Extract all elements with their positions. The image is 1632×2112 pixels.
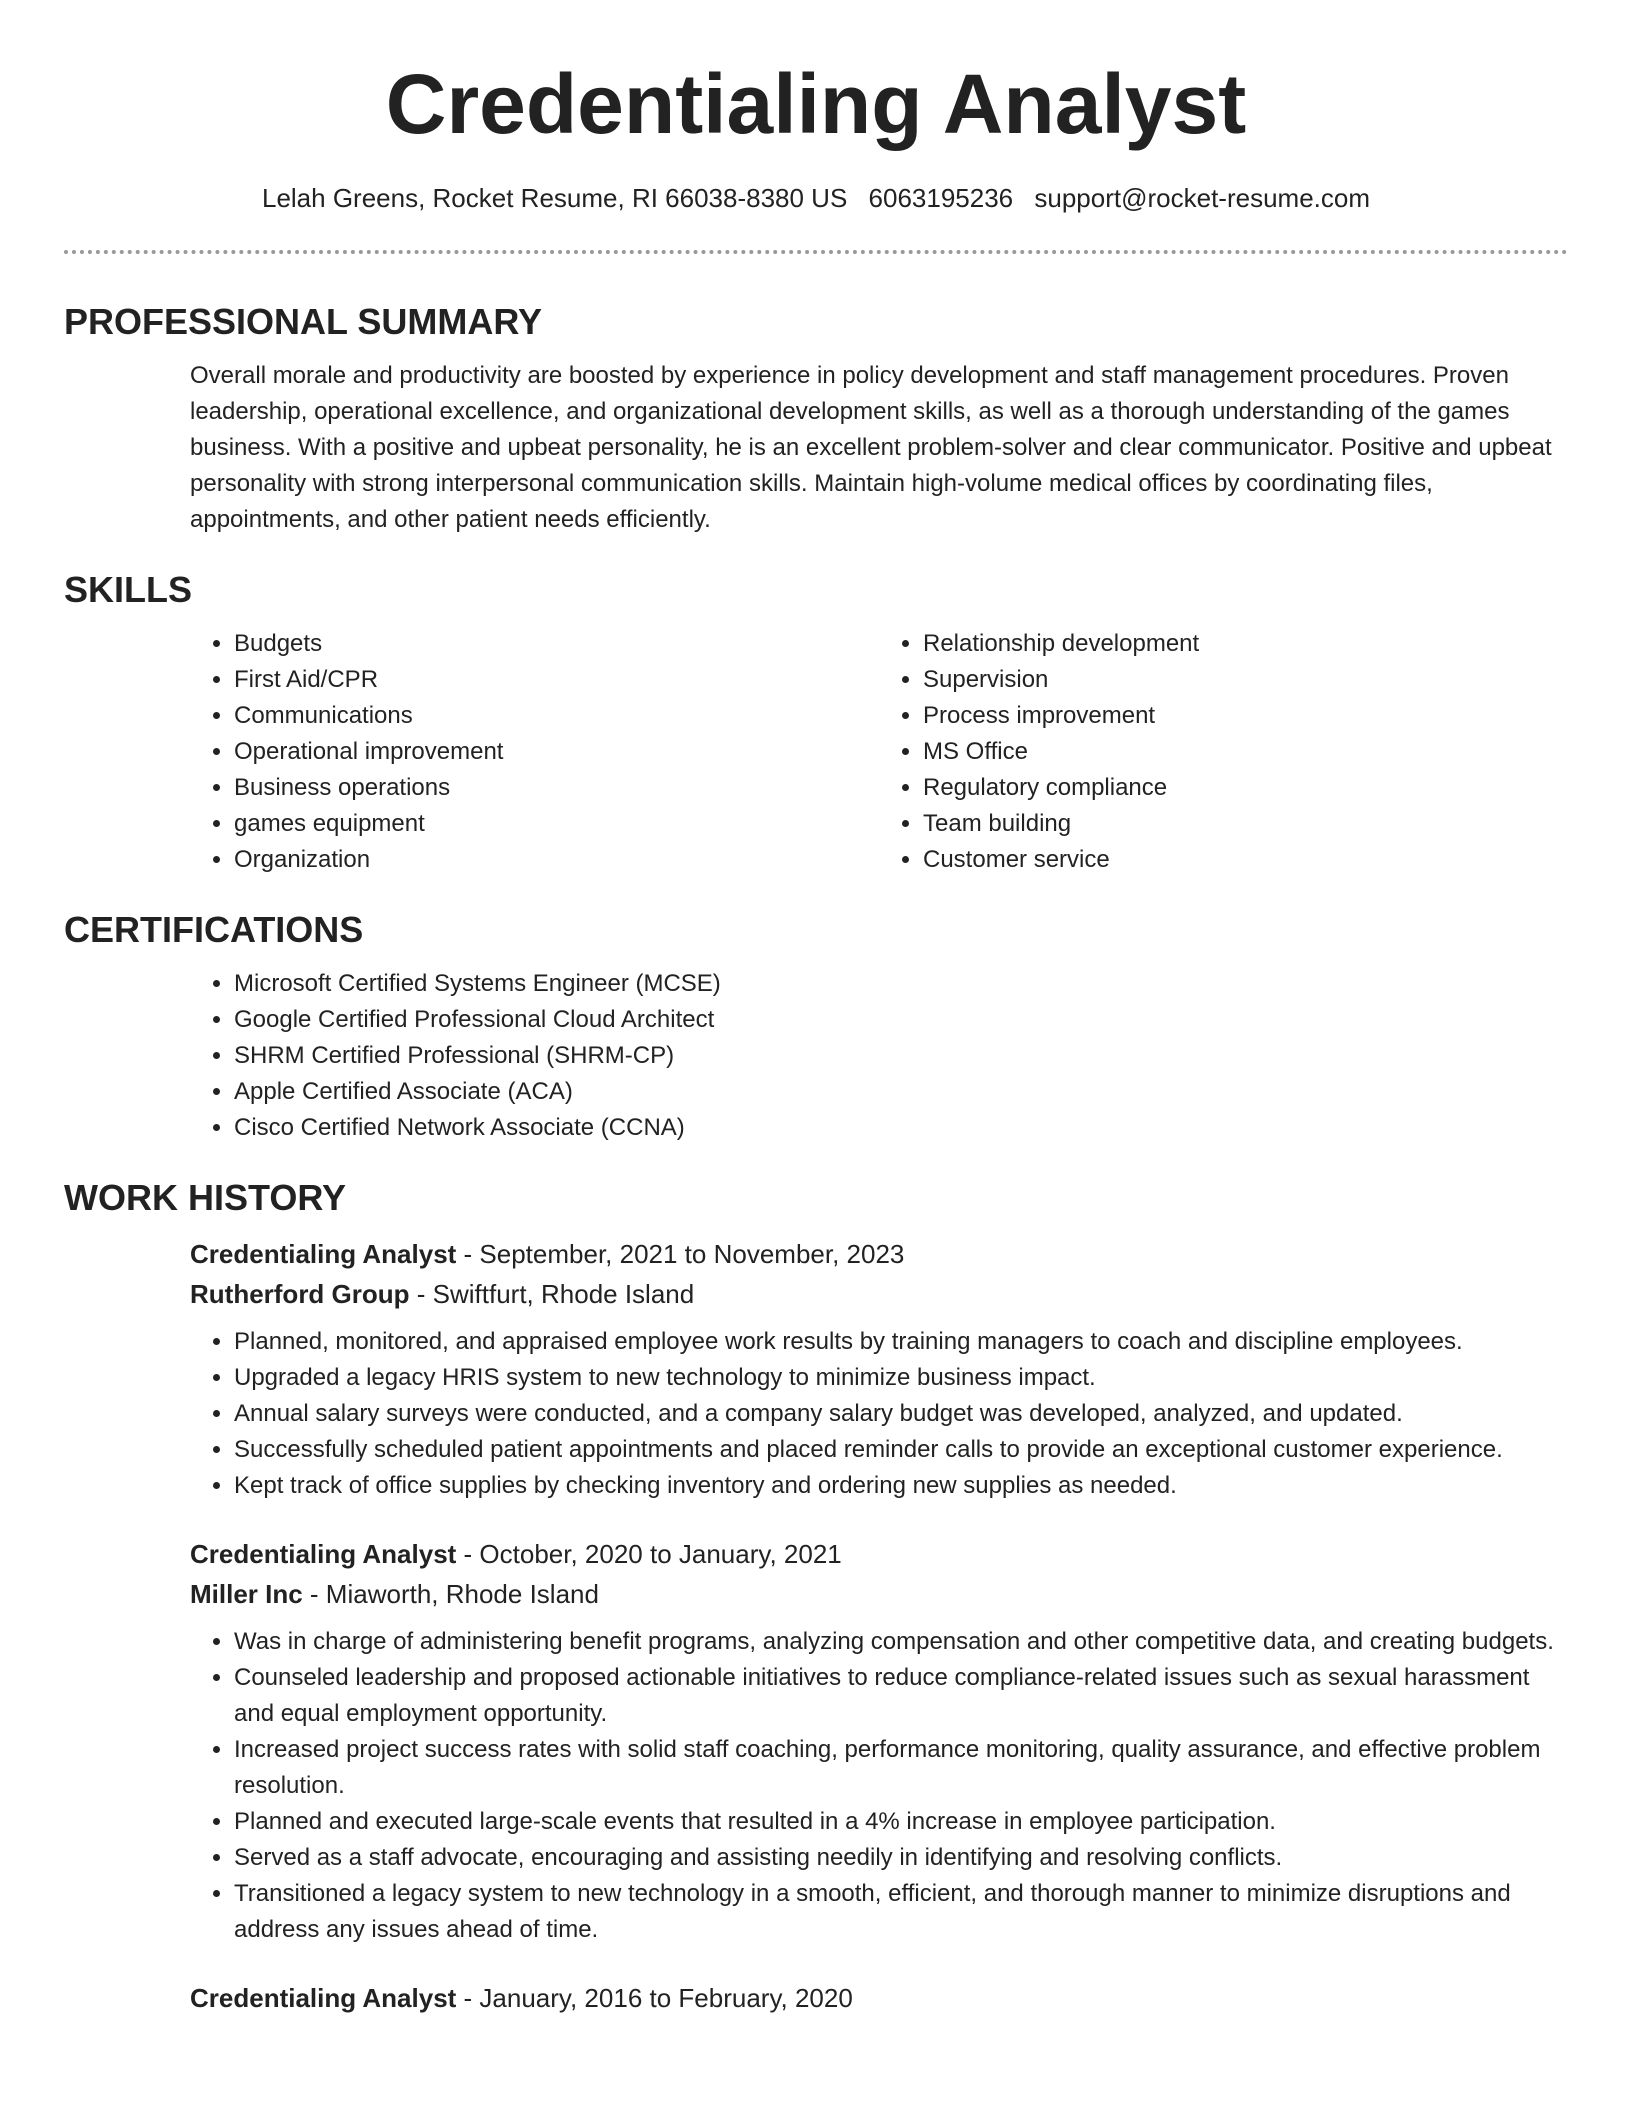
job-entry	[190, 1534, 1568, 1948]
job-bullet: • Was in charge of administering benefit programs, analyzing compensation and other competitive data, and creating budgets.	[234, 1624, 1568, 1660]
job-company-line	[190, 1274, 1568, 1314]
skill-item: • Regulatory compliance	[923, 770, 1568, 806]
skill-item: • Customer service	[923, 842, 1568, 878]
skill-item: • Budgets	[234, 626, 879, 662]
skill-item: • Relationship development	[923, 626, 1568, 662]
job-bullet: • Successfully scheduled patient appointments and placed reminder calls to provide an exceptional customer experience.	[234, 1432, 1568, 1468]
job-bullets	[190, 1324, 1568, 1504]
header-divider	[64, 250, 1568, 254]
work-history-heading: WORK HISTORY	[64, 1177, 347, 1218]
summary-text: Overall morale and productivity are boosted by experience in policy development and staff management procedures. Proven leadership, operational excellence, and organizational development skills, as well as a thorough understanding of the games business. With a positive and upbeat personality, he is an excellent problem-solver and clear communicator. Positive and upbeat personality with strong interpersonal communication skills. Maintain high-volume medical offices by coordinating files, appointments, and other patient needs efficiently.	[190, 362, 1552, 533]
job-company-line	[190, 1574, 1568, 1614]
job-location: - Swiftfurt, Rhode Island	[409, 1279, 695, 1309]
skills-heading: SKILLS	[64, 569, 193, 610]
contact-email: support@rocket-resume.com	[1034, 183, 1371, 213]
certification-item: • Google Certified Professional Cloud Architect	[234, 1002, 1568, 1038]
skill-item: • Supervision	[923, 662, 1568, 698]
skills-list-right	[879, 626, 1568, 878]
skill-item: • First Aid/CPR	[234, 662, 879, 698]
job-bullet: • Upgraded a legacy HRIS system to new technology to minimize business impact.	[234, 1360, 1568, 1396]
contact-line	[0, 180, 1632, 216]
summary-section	[64, 298, 1568, 538]
skill-item: • Process improvement	[923, 698, 1568, 734]
job-bullet: • Planned and executed large-scale events that resulted in a 4% increase in employee participation.	[234, 1804, 1568, 1840]
skill-item: • MS Office	[923, 734, 1568, 770]
skill-item: • games equipment	[234, 806, 879, 842]
skill-item: • Team building	[923, 806, 1568, 842]
summary-heading: PROFESSIONAL SUMMARY	[64, 301, 543, 342]
skill-item: • Organization	[234, 842, 879, 878]
certifications-list	[190, 966, 1568, 1146]
job-title-line	[190, 1234, 1568, 1274]
job-location: - Miaworth, Rhode Island	[302, 1579, 599, 1609]
skill-item: • Communications	[234, 698, 879, 734]
certifications-body	[190, 966, 1568, 1146]
job-dates: - September, 2021 to November, 2023	[456, 1239, 905, 1269]
job-bullet: • Planned, monitored, and appraised employee work results by training managers to coach and discipline employees.	[234, 1324, 1568, 1360]
job-bullet: • Served as a staff advocate, encouraging and assisting needily in identifying and resolving conflicts.	[234, 1840, 1568, 1876]
job-dates: - October, 2020 to January, 2021	[456, 1539, 842, 1569]
skills-section	[64, 566, 1568, 878]
job-entry	[190, 1234, 1568, 1504]
job-company: Rutherford Group	[190, 1279, 410, 1309]
job-title: Credentialing Analyst	[190, 1539, 457, 1569]
contact-address: Lelah Greens, Rocket Resume, RI 66038-8380 US	[261, 183, 848, 213]
work-history-body	[190, 1234, 1568, 2018]
certification-item: • Cisco Certified Network Associate (CCNA)	[234, 1110, 1568, 1146]
job-title-line	[190, 1978, 1568, 2018]
contact-phone: 6063195236	[868, 183, 1014, 213]
resume-content	[64, 298, 1568, 2048]
job-bullet: • Kept track of office supplies by checking inventory and ordering new supplies as needed.	[234, 1468, 1568, 1504]
certifications-heading: CERTIFICATIONS	[64, 909, 364, 950]
skill-item: • Operational improvement	[234, 734, 879, 770]
resume-title: Credentialing Analyst	[385, 57, 1247, 151]
summary-body	[190, 358, 1568, 538]
job-bullets	[190, 1624, 1568, 1948]
job-bullet: • Annual salary surveys were conducted, and a company salary budget was developed, analyzed, and updated.	[234, 1396, 1568, 1432]
job-title-line	[190, 1534, 1568, 1574]
job-title: Credentialing Analyst	[190, 1239, 457, 1269]
certifications-section	[64, 906, 1568, 1146]
job-company: Miller Inc	[190, 1579, 303, 1609]
job-dates: - January, 2016 to February, 2020	[456, 1983, 853, 2013]
certification-item: • SHRM Certified Professional (SHRM-CP)	[234, 1038, 1568, 1074]
certification-item: • Microsoft Certified Systems Engineer (MCSE)	[234, 966, 1568, 1002]
certification-item: • Apple Certified Associate (ACA)	[234, 1074, 1568, 1110]
skills-columns	[190, 626, 1568, 878]
job-bullet: • Transitioned a legacy system to new technology in a smooth, efficient, and thorough manner to minimize disruptions and address any issues ahead of time.	[234, 1876, 1568, 1948]
skill-item: • Business operations	[234, 770, 879, 806]
job-bullet: • Increased project success rates with solid staff coaching, performance monitoring, quality assurance, and effective problem resolution.	[234, 1732, 1568, 1804]
work-history-section	[64, 1174, 1568, 2018]
job-entry	[190, 1978, 1568, 2018]
job-bullet: • Counseled leadership and proposed actionable initiatives to reduce compliance-related issues such as sexual harassment and equal employment opportunity.	[234, 1660, 1568, 1732]
skills-list-left	[190, 626, 879, 878]
job-title: Credentialing Analyst	[190, 1983, 457, 2013]
